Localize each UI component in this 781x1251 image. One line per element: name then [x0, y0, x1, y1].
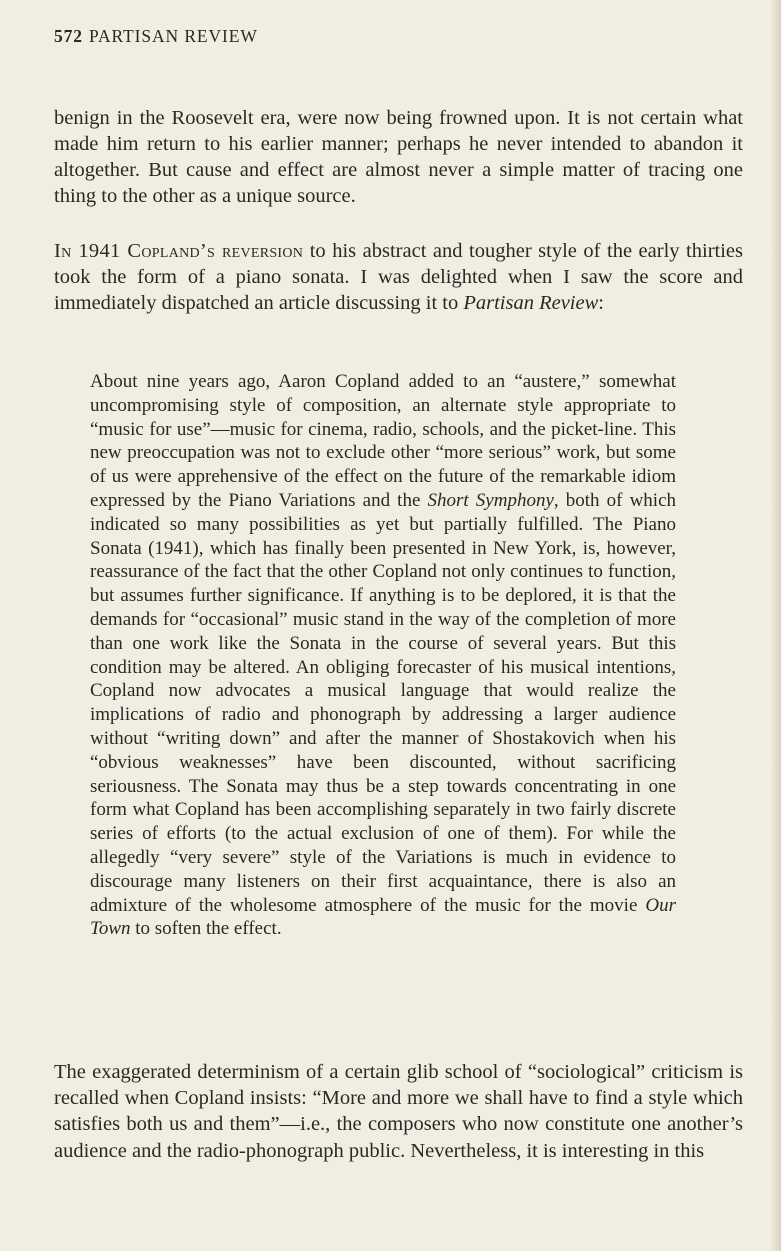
page-edge	[771, 0, 781, 1251]
paragraph-1: benign in the Roosevelt era, were now being frowned upon. It is not certain what made him return to his earlier manner; perhaps he never intended to abandon it altogether. But cause and effect are almost never a simple matter of tracing one thing to the other as a unique source.	[54, 107, 743, 207]
quote-text-3: to soften the effect.	[130, 918, 282, 940]
section-lead-in: In 1941 Copland’s reversion	[54, 240, 304, 262]
paragraph-4: The exaggerated determinism of a certain glib school of “sociological” criticism is recalled when Copland insists: “More and more we shall have to find a style which satisfies both us and them”—i.e., the composers who now constitute one another’s audience and the radio-phonograph public. Nevertheless, it is interesting in this	[54, 1061, 743, 1162]
block-quote	[90, 370, 676, 941]
quote-text-2: , both of which indicated so many possibilities as yet but partially fulfilled. The Piano Sonata (1941), which has finally been presented in New York, is, however, reassurance of the fact that the other Copland not only continues to function, but assumes further significance. If anything is to be deplored, it is that the demands for “occasional” music stand in the way of the completion of more than one work like the Sonata in the course of several years. But this condition may be altered. An obliging forecaster of his musical intentions, Copland now advocates a musical language that would realize the implications of radio and phonograph by addressing a larger audience without “writing down” and after the manner of Shostakovich when his “obvious weaknesses” have been discounted, without sacrificing seriousness. The Sonata may thus be a step towards concentrating in one form what Copland has been accomplishing separately in two fairly discrete series of efforts (to the actual exclusion of one of them). For while the allegedly “very severe” style of the Variations is much in evidence to discourage many listeners on their first acquaintance, there is also an admixture of the wholesome atmosphere of the music for the movie	[90, 489, 677, 916]
work-title-our-town: Our Town	[90, 894, 676, 940]
paragraph-2-text: to his abstract and tougher style of the early thirties took the form of a piano sonata. I was delighted when I saw the score and immediately dispatched an article discussing it to	[54, 240, 743, 314]
paragraph-2-end: :	[598, 292, 604, 314]
running-head	[54, 26, 258, 47]
paragraph-2	[54, 238, 743, 316]
quote-text-1: About nine years ago, Aaron Copland added to an “austere,” somewhat uncompromising style of composition, an alternate style appropriate to “music for use”—music for cinema, radio, schools, and the picket-line. This new preoccupation was not to exclude other “more serious” work, but some of us were apprehensive of the effect on the future of the remarkable idiom expressed by the Piano Variations and the	[90, 371, 676, 511]
journal-title-italic: Partisan Review	[463, 292, 599, 314]
journal-title: PARTISAN REVIEW	[88, 26, 258, 46]
page-number: 572	[54, 26, 83, 46]
work-title-short-symphony: Short Symphony	[427, 489, 554, 511]
